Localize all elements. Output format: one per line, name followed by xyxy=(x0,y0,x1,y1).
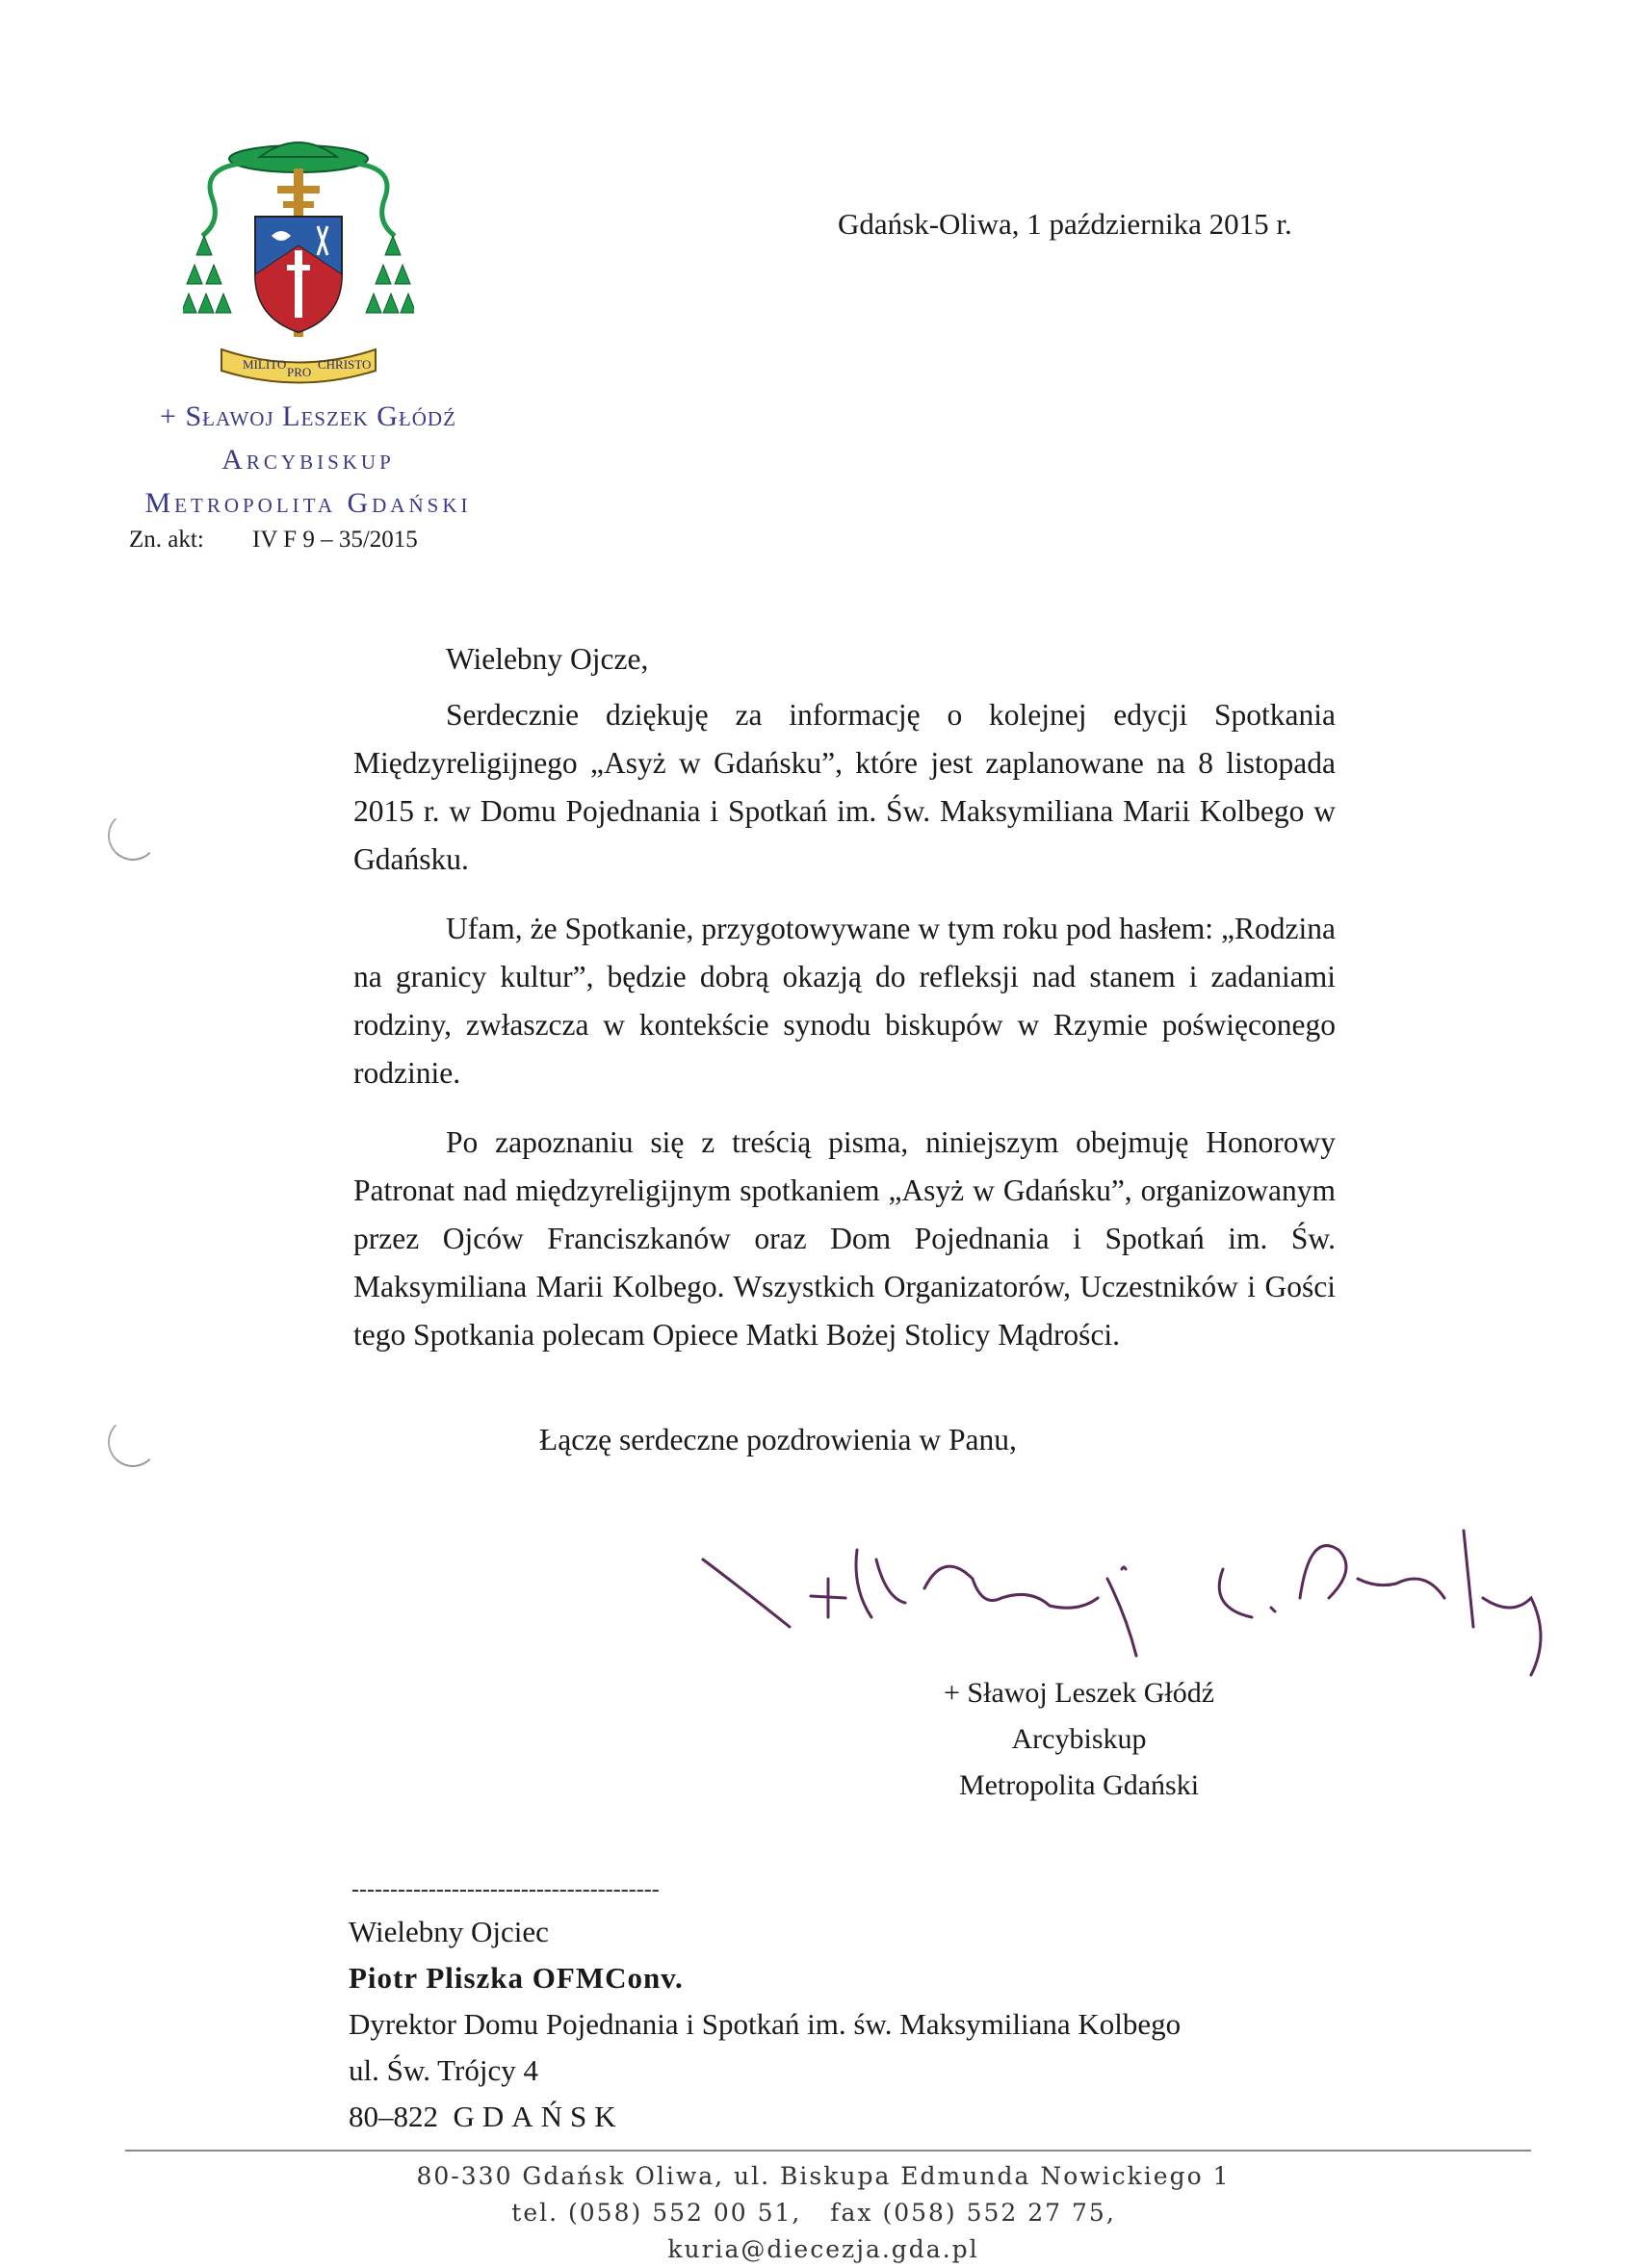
recipient-postal-code: 80–822 xyxy=(349,2100,438,2133)
letterhead-name: + Sławoj Leszek Głódź xyxy=(160,400,456,432)
signer-block xyxy=(944,1670,1214,1809)
punch-hole-icon xyxy=(108,811,158,861)
recipient-name: Piotr Pliszka OFMConv. xyxy=(349,1961,684,1995)
footer-contacts xyxy=(366,2195,1281,2268)
date-place: Gdańsk-Oliwa, 1 października 2015 r. xyxy=(838,207,1292,241)
motto-center: PRO xyxy=(287,365,312,379)
handwritten-signature-icon xyxy=(684,1492,1570,1685)
letterhead-title: Arcybiskup xyxy=(221,444,395,476)
recipient-city: GDAŃSK xyxy=(453,2100,624,2133)
closing: Łączę serdeczne pozdrowienia w Panu, xyxy=(539,1423,1017,1456)
motto-left: MILITO xyxy=(243,357,287,372)
recipient-honorific: Wielebny Ojciec xyxy=(349,1915,549,1948)
footer-address: 80-330 Gdańsk Oliwa, ul. Biskupa Edmunda Nowickiego 1 xyxy=(416,2162,1231,2190)
recipient-position: Dyrektor Domu Pojednania i Spotkań im. św. Maksymiliana Kolbego xyxy=(349,2007,1182,2041)
signer-name: + Sławoj Leszek Głódź xyxy=(944,1677,1215,1709)
paragraph-1: Serdecznie dziękuję za informację o kolejnej edycji Spotkania Międzyreligijnego „Asyż w Gdańsku”, które jest zaplanowane na 8 listopada 2015 r. w Domu Pojednania i Spotkań im. Św. Maksymiliana Marii Kolbego w Gdańsku. xyxy=(353,698,1336,876)
reference-label: Zn. akt: xyxy=(129,527,204,553)
letterhead-office: Metropolita Gdański xyxy=(144,487,472,519)
signer-office: Metropolita Gdański xyxy=(958,1769,1200,1801)
footer-fax: fax (058) 552 27 75, xyxy=(830,2199,1116,2227)
paragraph-3: Po zapoznaniu się z treścią pisma, niniejszym obejmuję Honorowy Patronat nad międzyreligijnym spotkaniem „Asyż w Gdańsku”, organizowanym przez Ojców Franciszkanów oraz Dom Pojednania i Spotkań im. Św. Maksymiliana Marii Kolbego. Wszystkich Organizatorów, Uczestników i Gości tego Spotkania polecam Opiece Matki Bożej Stolicy Mądrości. xyxy=(353,1125,1336,1352)
paragraph-2: Ufam, że Spotkanie, przygotowywane w tym roku pod hasłem: „Rodzina na granicy kultur”, będzie dobrą okazją do refleksji nad stanem i zadaniami rodziny, zwłaszcza w kontekście synodu biskupów w Rzymie poświęconego rodzinie. xyxy=(353,912,1336,1090)
signer-title: Arcybiskup xyxy=(1011,1723,1147,1755)
footer xyxy=(366,2158,1281,2268)
reference-number xyxy=(129,527,418,554)
footer-tel: tel. (058) 552 00 51, xyxy=(511,2199,802,2227)
coat-of-arms-icon xyxy=(183,130,414,390)
letterhead-sender xyxy=(96,395,520,525)
recipient-address xyxy=(349,1909,1181,2140)
recipient-city-line xyxy=(349,2094,1181,2140)
separator: ---------------------------------------- xyxy=(351,1877,660,1902)
footer-rule xyxy=(125,2150,1531,2152)
recipient-street: ul. Św. Trójcy 4 xyxy=(349,2053,538,2087)
punch-hole-icon xyxy=(108,1417,158,1467)
letter-body xyxy=(353,635,1336,1380)
reference-value: IV F 9 – 35/2015 xyxy=(252,527,418,553)
motto-right: CHRISTO xyxy=(318,357,372,372)
salutation: Wielebny Ojcze, xyxy=(446,642,649,676)
footer-email: kuria@diecezja.gda.pl xyxy=(667,2235,979,2263)
